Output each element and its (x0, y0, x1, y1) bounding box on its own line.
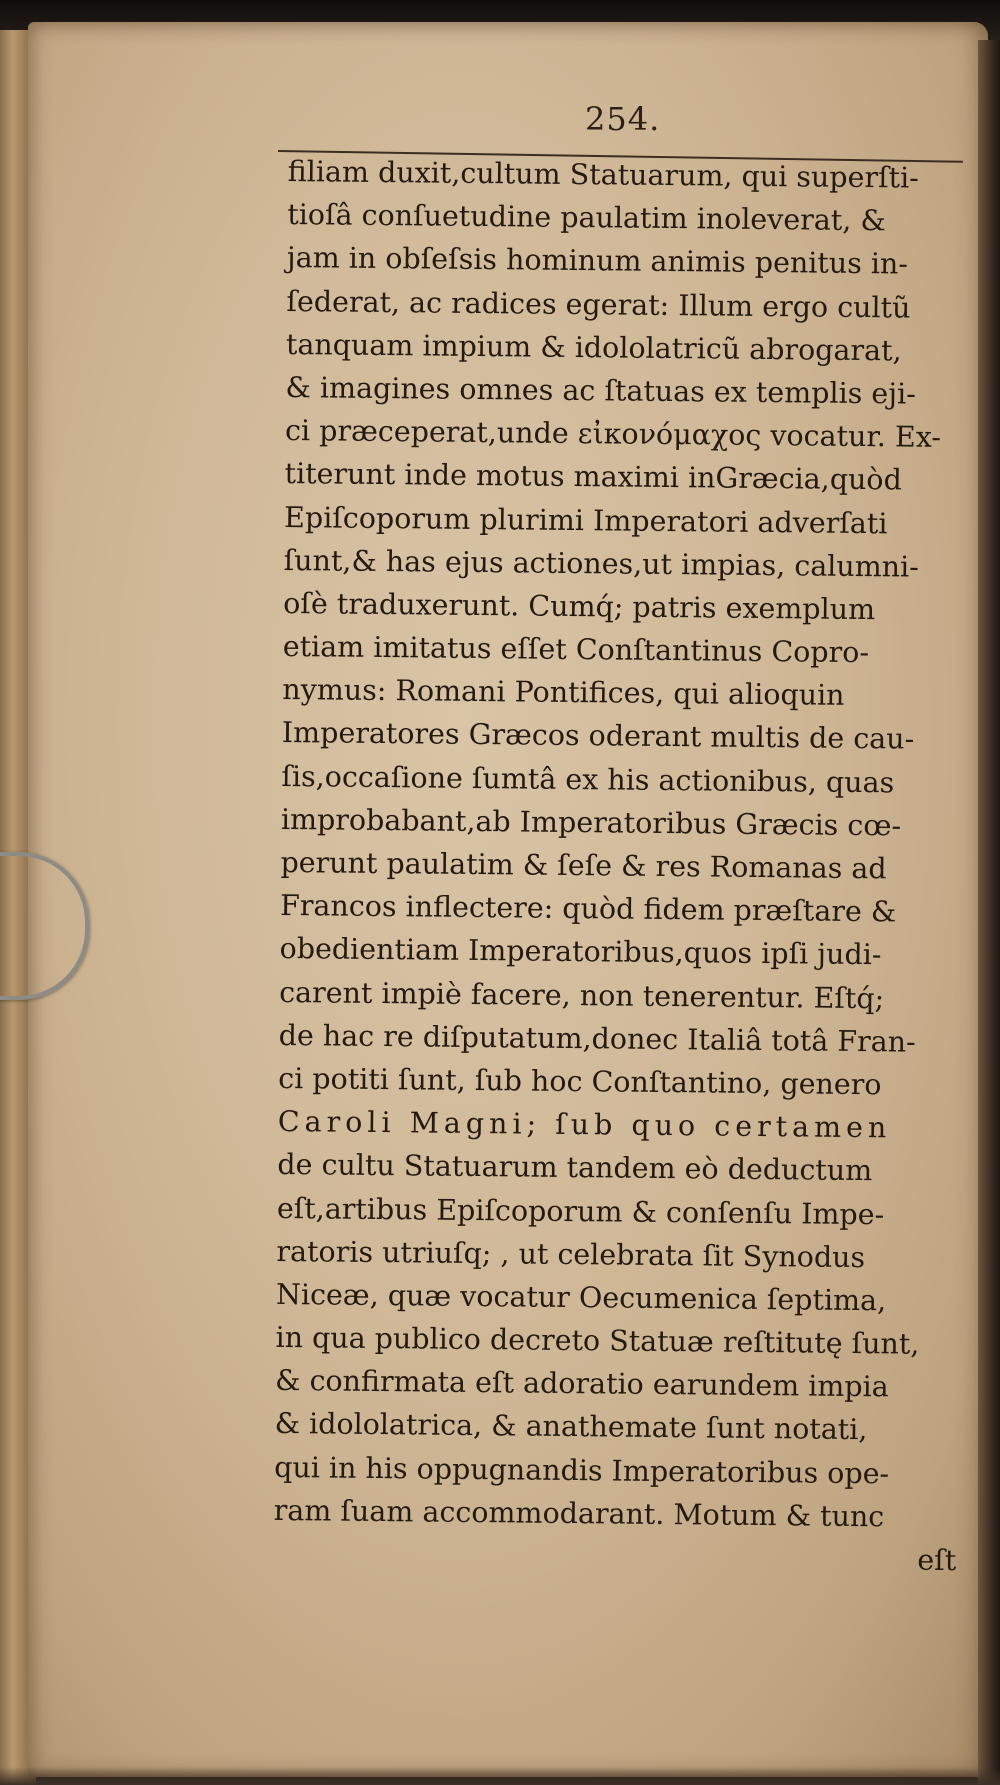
body-text (273, 150, 993, 1582)
text-line: oſè traduxerunt. Cumq́; patris exemplum (283, 586, 876, 627)
text-line: & confirmata eſt adoratio earundem impia (274, 1364, 889, 1404)
text-line: & imagines omnes ac ſtatuas ex templis eji- (285, 370, 917, 411)
text-line: Francos inflectere: quòd fidem præſtare & (279, 889, 897, 929)
text-line: de hac re diſputatum,donec Italiâ totâ Fran- (278, 1018, 916, 1059)
text-line: perunt paulatim & ſeſe & res Romanas ad (280, 845, 887, 886)
text-line: tanquam impium & idololatricũ abrogarat, (285, 327, 902, 368)
text-line: filiam duxit,cultum Statuarum, qui superſti- (287, 154, 919, 195)
text-line: tioſâ conſuetudine paulatim inoleverat, & (287, 198, 886, 238)
text-line: jam in obſeſsis hominum animis penitus in- (286, 241, 909, 281)
text-line: Caroli Magni; ſub quo certamen (277, 1105, 892, 1145)
text-line: ci potiti ſunt, ſub hoc Conſtantino, genero (278, 1061, 882, 1102)
text-line: ſunt,& has ejus actiones,ut impias, calumni- (283, 543, 920, 584)
text-line: Imperatores Græcos oderant multis de cau- (281, 716, 915, 757)
text-line: Niceæ, quæ vocatur Oecumenica ſeptima, (275, 1277, 887, 1318)
page-bottom-edge (0, 1767, 1000, 1785)
text-line: qui in his oppugnandis Imperatoribus ope- (274, 1450, 890, 1490)
text-line: obedientiam Imperatoribus,quos ipſi judi- (279, 932, 882, 972)
text-line: ram ſuam accommodarant. Motum & tunc (273, 1493, 885, 1534)
catchword: eſt (917, 1543, 957, 1578)
text-line: & idololatrica, & anathemate ſunt notati, (274, 1407, 868, 1447)
text-line: eſt,artibus Epiſcoporum & conſenſu Impe- (276, 1191, 885, 1231)
text-line: ſis,occaſione ſumtâ ex his actionibus, quas (281, 759, 895, 800)
text-line: ci præceperat,unde εἰκονόμαχος vocatur. Ex- (284, 414, 942, 454)
text-line: improbabant,ab Imperatoribus Græcis cœ- (280, 802, 902, 843)
text-line: etiam imitatus eſſet Conſtantinus Copro- (282, 630, 870, 670)
text-line: in qua publico decreto Statuæ reſtitutę ſunt, (275, 1320, 920, 1361)
text-line: carent impiè facere, non tenerentur. Eſtq́; (279, 975, 885, 1015)
text-line: Epiſcoporum plurimi Imperatori adverſati (283, 500, 888, 540)
text-line: nymus: Romani Pontifices, qui alioquin (282, 673, 845, 713)
text-line: ratoris utriuſq; , ut celebrata ſit Synodus (276, 1234, 866, 1274)
text-line: de cultu Statuarum tandem eò deductum (277, 1148, 873, 1188)
page-number: 254. (585, 100, 661, 138)
text-line: titerunt inde motus maximi inGræcia,quòd (284, 457, 902, 497)
text-line: ſederat, ac radices egerat: Illum ergo cultũ (286, 284, 911, 325)
